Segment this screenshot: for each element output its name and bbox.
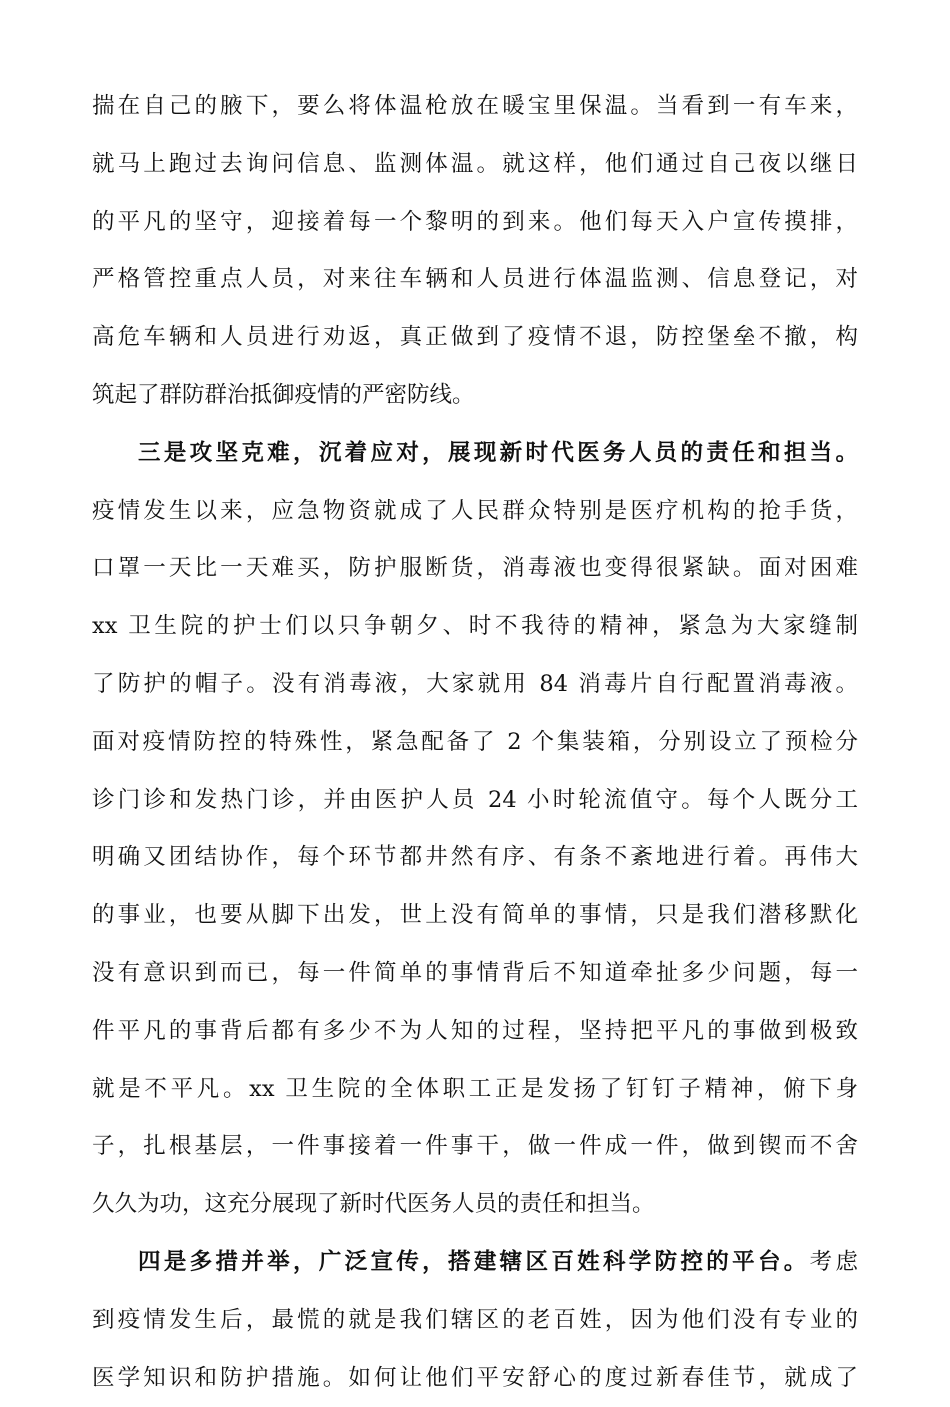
paragraph-3-heading-tail: 考虑 xyxy=(809,1248,858,1275)
paragraph-2-line-10: 件平凡的事背后都有多少不为人知的过程，坚持把平凡的事做到极致 xyxy=(92,1017,858,1044)
paragraph-3-first-line xyxy=(92,1234,858,1292)
paragraph-2-line-6: 诊门诊和发热门诊，并由医护人员 24 小时轮流值守。每个人既分工 xyxy=(92,786,858,813)
paragraph-3-line-1: 到疫情发生后，最慌的就是我们辖区的老百姓，因为他们没有专业的 xyxy=(92,1306,858,1333)
paragraph-2-line-7: 明确又团结协作，每个环节都井然有序、有条不紊地进行着。再伟大 xyxy=(92,844,858,871)
paragraph-1-line-3: 的平凡的坚守，迎接着每一个黎明的到来。他们每天入户宣传摸排， xyxy=(92,208,858,235)
paragraph-1-line-1: 揣在自己的腋下，要么将体温枪放在暖宝里保温。当看到一有车来， xyxy=(92,93,858,119)
paragraph-2-line-13: 久久为功，这充分展现了新时代医务人员的责任和担当。 xyxy=(92,1191,655,1218)
paragraph-2-line-8: 的事业，也要从脚下出发，世上没有简单的事情，只是我们潜移默化 xyxy=(92,902,858,929)
paragraph-1-line-6: 筑起了群防群治抵御疫情的严密防线。 xyxy=(92,381,475,408)
paragraph-1-line-4: 严格管控重点人员，对来往车辆和人员进行体温监测、信息登记，对 xyxy=(92,266,858,293)
paragraph-1-line-2: 就马上跑过去询问信息、监测体温。就这样，他们通过自己夜以继日 xyxy=(92,150,858,177)
paragraph-2-line-2: 口罩一天比一天难买，防护服断货，消毒液也变得很紧缺。面对困难 xyxy=(92,555,858,582)
document-body xyxy=(92,78,858,1407)
paragraph-2-line-9: 没有意识到而已，每一件简单的事情背后不知道牵扯多少问题，每一 xyxy=(92,959,858,986)
paragraph-2-line-11: 就是不平凡。xx 卫生院的全体职工正是发扬了钉钉子精神，俯下身 xyxy=(92,1075,858,1102)
paragraph-3-heading: 四是多措并举，广泛宣传，搭建辖区百姓科学防控的平台。 xyxy=(138,1248,810,1275)
paragraph-2-line-5: 面对疫情防控的特殊性，紧急配备了 2 个集装箱，分别设立了预检分 xyxy=(92,728,858,755)
paragraph-2-line-12: 子，扎根基层，一件事接着一件事干，做一件成一件，做到锲而不舍 xyxy=(92,1133,858,1160)
paragraph-2-line-1: 疫情发生以来，应急物资就成了人民群众特别是医疗机构的抢手货， xyxy=(92,497,858,524)
paragraph-2-heading: 三是攻坚克难，沉着应对，展现新时代医务人员的责任和担当。 xyxy=(138,439,858,466)
paragraph-2-line-4: 了防护的帽子。没有消毒液，大家就用 84 消毒片自行配置消毒液。 xyxy=(92,670,858,697)
paragraph-1-line-5: 高危车辆和人员进行劝返，真正做到了疫情不退，防控堡垒不撤，构 xyxy=(92,324,858,351)
paragraph-3-line-2: 医学知识和防护措施。如何让他们平安舒心的度过新春佳节，就成了 xyxy=(92,1364,858,1391)
paragraph-2-line-3: xx 卫生院的护士们以只争朝夕、时不我待的精神，紧急为大家缝制 xyxy=(92,613,858,640)
